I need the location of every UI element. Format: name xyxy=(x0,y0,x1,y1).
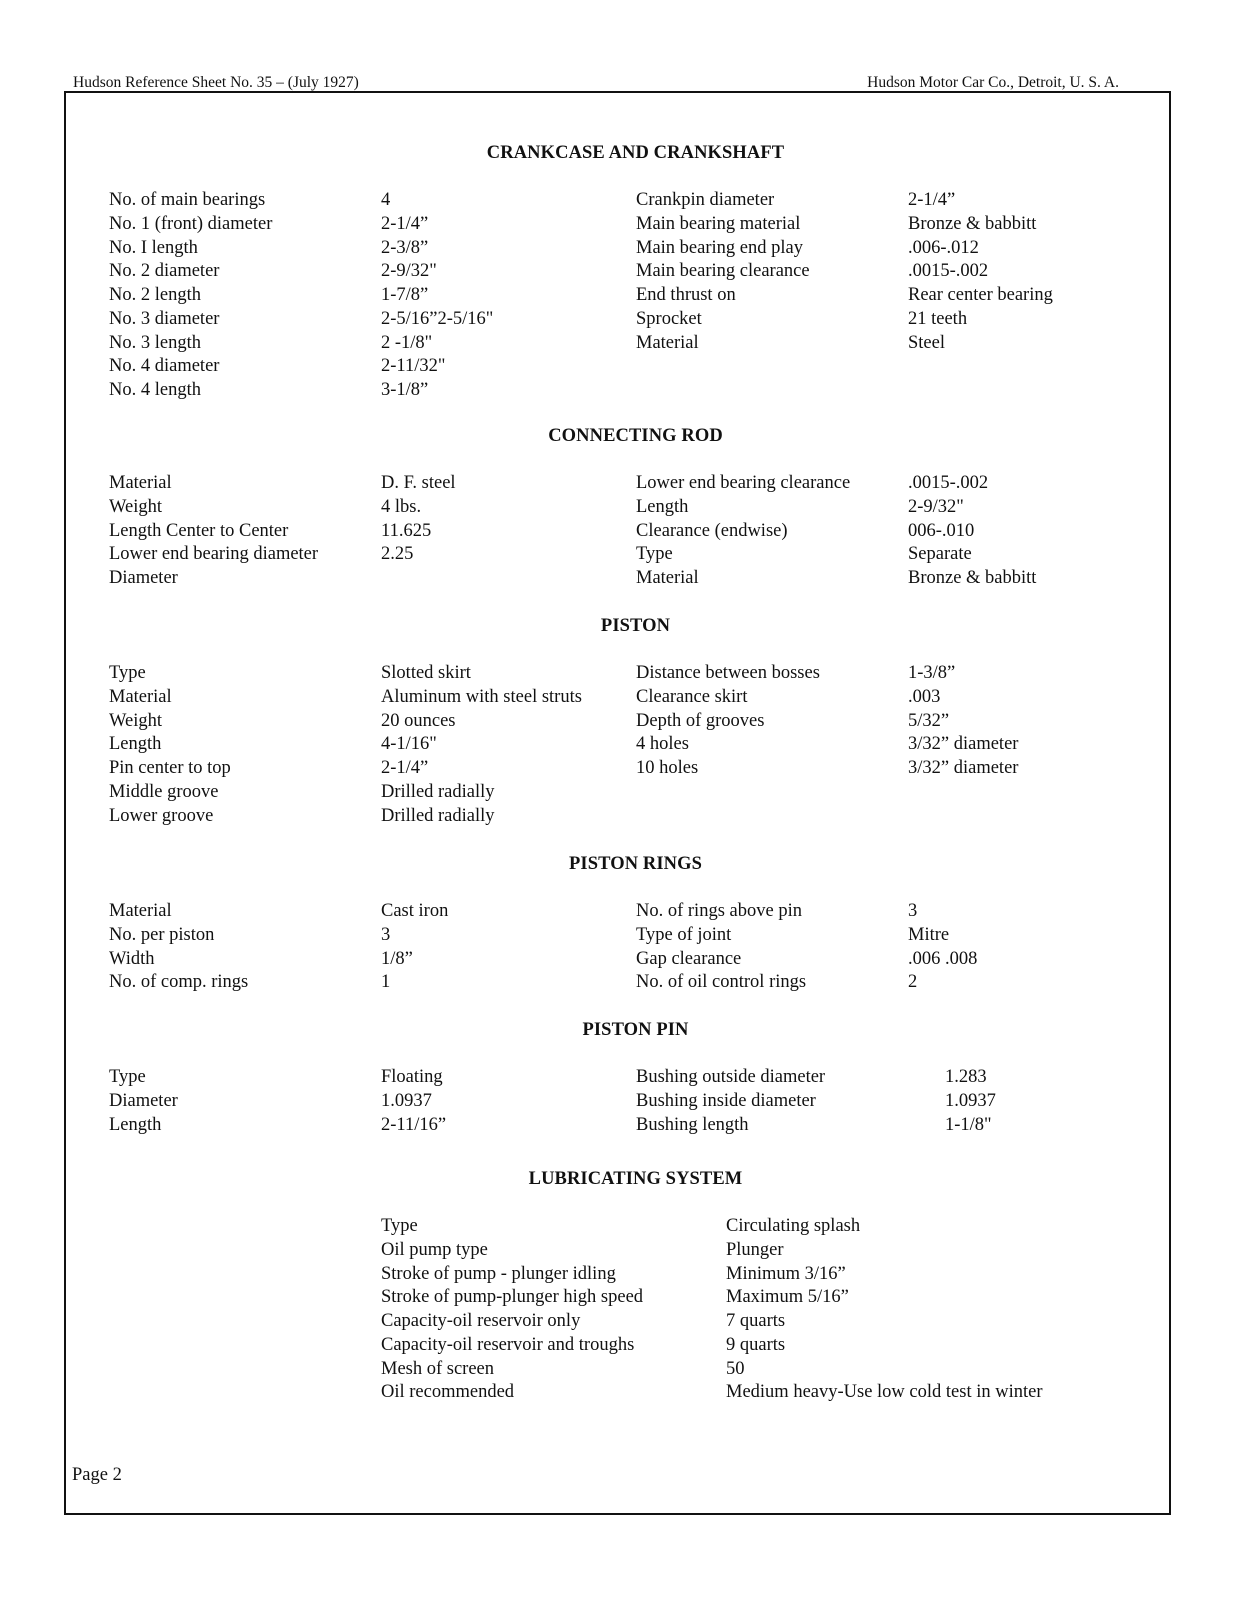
spec-value: 21 teeth xyxy=(908,308,968,329)
spec-value: 2-9/32" xyxy=(381,261,437,282)
spec-value: Cast iron xyxy=(381,901,449,921)
spec-label: Stroke of pump - plunger idling xyxy=(381,1263,616,1284)
spec-label: No. per piston xyxy=(109,924,215,945)
spec-row xyxy=(0,1216,1236,1240)
spec-value: 3/32” diameter xyxy=(908,734,1019,755)
spec-label: Length xyxy=(109,734,162,755)
spec-label: Middle groove xyxy=(109,781,219,802)
spec-label: Width xyxy=(109,948,155,969)
spec-row xyxy=(0,925,1236,949)
spec-label: No. 4 diameter xyxy=(109,356,220,377)
section-title: PISTON xyxy=(600,616,671,636)
spec-label: Diameter xyxy=(109,568,178,588)
spec-value: Maximum 5/16” xyxy=(726,1287,849,1308)
spec-row xyxy=(0,1115,1236,1139)
spec-value: 1.0937 xyxy=(945,1090,996,1111)
spec-row xyxy=(0,1335,1236,1359)
spec-value: 1-7/8” xyxy=(381,285,429,305)
spec-value: 20 ounces xyxy=(381,710,456,731)
spec-label: Type xyxy=(109,1067,146,1087)
spec-row xyxy=(0,782,1236,806)
spec-value: 3 xyxy=(381,924,391,945)
spec-label: Capacity-oil reservoir and troughs xyxy=(381,1334,635,1355)
spec-value: .006 .008 xyxy=(908,948,978,969)
spec-row xyxy=(0,285,1236,309)
spec-label: Oil recommended xyxy=(381,1382,515,1403)
spec-row xyxy=(0,663,1236,687)
spec-label: No. 2 diameter xyxy=(109,261,220,282)
spec-label: No. 1 (front) diameter xyxy=(109,213,273,234)
spec-value: Drilled radially xyxy=(381,781,495,802)
spec-label: Lower end bearing clearance xyxy=(636,473,851,493)
spec-value: Plunger xyxy=(726,1239,784,1260)
spec-value: 3 xyxy=(908,901,918,921)
spec-label: Capacity-oil reservoir only xyxy=(381,1311,581,1331)
spec-row xyxy=(0,949,1236,973)
spec-row xyxy=(0,1091,1236,1115)
spec-label: Mesh of screen xyxy=(381,1358,495,1379)
spec-label: Lower groove xyxy=(109,805,214,826)
spec-label: No. of oil control rings xyxy=(636,972,807,993)
spec-value: 2-5/16”2-5/16" xyxy=(381,308,494,329)
spec-label: Main bearing end play xyxy=(636,237,803,258)
spec-row xyxy=(0,356,1236,380)
spec-row xyxy=(0,214,1236,238)
spec-value: 2-11/32" xyxy=(381,356,446,377)
section-title: LUBRICATING SYSTEM xyxy=(528,1169,743,1189)
spec-label: Length xyxy=(636,496,689,517)
spec-label: No. 2 length xyxy=(109,285,201,305)
spec-value: Drilled radially xyxy=(381,805,495,826)
spec-value: 4 xyxy=(381,190,391,210)
header-right: Hudson Motor Car Co., Detroit, U. S. A. xyxy=(867,74,1119,91)
spec-value: Floating xyxy=(381,1067,443,1087)
spec-label: 4 holes xyxy=(636,734,689,755)
spec-label: Clearance skirt xyxy=(636,686,748,707)
spec-value: 7 quarts xyxy=(726,1311,786,1331)
spec-value: .003 xyxy=(908,686,941,707)
spec-label: No. 3 length xyxy=(109,332,201,353)
spec-row xyxy=(0,1382,1236,1406)
spec-label: Lower end bearing diameter xyxy=(109,544,319,565)
spec-value: D. F. steel xyxy=(381,473,456,493)
spec-row xyxy=(0,806,1236,830)
spec-row xyxy=(0,972,1236,996)
spec-label: Type of joint xyxy=(636,924,732,945)
spec-label: Weight xyxy=(109,496,162,517)
spec-value: Separate xyxy=(908,544,972,565)
spec-label: Main bearing material xyxy=(636,213,801,234)
spec-value: 1-1/8" xyxy=(945,1114,992,1135)
spec-row xyxy=(0,238,1236,262)
spec-value: .0015-.002 xyxy=(908,261,989,282)
spec-row xyxy=(0,1311,1236,1335)
spec-label: Bushing outside diameter xyxy=(636,1067,826,1087)
spec-label: Stroke of pump-plunger high speed xyxy=(381,1287,644,1308)
spec-label: Sprocket xyxy=(636,308,702,329)
spec-value: 1 xyxy=(381,972,391,993)
spec-value: 2-1/4” xyxy=(381,758,429,778)
spec-row xyxy=(0,544,1236,568)
spec-label: Gap clearance xyxy=(636,948,742,969)
spec-value: Minimum 3/16” xyxy=(726,1263,846,1284)
spec-row xyxy=(0,734,1236,758)
spec-value: 4-1/16" xyxy=(381,734,437,755)
spec-row xyxy=(0,711,1236,735)
spec-value: 2 -1/8" xyxy=(381,332,433,353)
spec-row xyxy=(0,309,1236,333)
spec-label: Material xyxy=(109,901,172,921)
spec-value: Steel xyxy=(908,332,945,353)
spec-row xyxy=(0,497,1236,521)
spec-label: No. I length xyxy=(109,237,198,258)
spec-row xyxy=(0,687,1236,711)
spec-label: Clearance (endwise) xyxy=(636,520,788,541)
spec-value: Bronze & babbitt xyxy=(908,213,1037,234)
section-title: PISTON PIN xyxy=(582,1020,689,1040)
spec-value: .0015-.002 xyxy=(908,473,989,493)
spec-label: No. 4 length xyxy=(109,380,201,400)
spec-row xyxy=(0,1359,1236,1383)
spec-label: No. of comp. rings xyxy=(109,972,249,993)
spec-row xyxy=(0,380,1236,404)
spec-value: Rear center bearing xyxy=(908,285,1053,305)
spec-value: 5/32” xyxy=(908,710,950,731)
spec-label: Material xyxy=(636,332,699,353)
spec-row xyxy=(0,758,1236,782)
spec-label: Oil pump type xyxy=(381,1239,488,1260)
spec-label: Type xyxy=(109,663,146,683)
page-number: Page 2 xyxy=(72,1465,122,1485)
spec-label: Bushing inside diameter xyxy=(636,1090,816,1111)
spec-row xyxy=(0,1287,1236,1311)
spec-value: 2-3/8” xyxy=(381,237,429,258)
spec-value: 1/8” xyxy=(381,948,413,969)
spec-value: 50 xyxy=(726,1358,745,1379)
spec-value: Medium heavy-Use low cold test in winter xyxy=(726,1382,1043,1403)
spec-value: 2-9/32" xyxy=(908,496,964,517)
spec-label: Weight xyxy=(109,710,162,731)
spec-value: 2-11/16” xyxy=(381,1114,447,1135)
section-title: CONNECTING ROD xyxy=(548,426,723,446)
spec-row xyxy=(0,1240,1236,1264)
spec-value: 3/32” diameter xyxy=(908,758,1019,778)
spec-value: 3-1/8” xyxy=(381,380,429,400)
spec-value: 006-.010 xyxy=(908,520,975,541)
spec-value: Aluminum with steel struts xyxy=(381,686,582,707)
spec-row xyxy=(0,190,1236,214)
spec-row xyxy=(0,1067,1236,1091)
spec-value: 2-1/4” xyxy=(381,213,429,234)
spec-row xyxy=(0,473,1236,497)
spec-label: Depth of grooves xyxy=(636,710,765,731)
spec-label: Crankpin diameter xyxy=(636,190,775,210)
section-title: PISTON RINGS xyxy=(569,854,702,874)
spec-label: Diameter xyxy=(109,1090,178,1111)
spec-value: 2.25 xyxy=(381,544,414,565)
spec-value: Slotted skirt xyxy=(381,663,471,683)
spec-row xyxy=(0,901,1236,925)
spec-value: .006-.012 xyxy=(908,237,979,258)
spec-row xyxy=(0,1264,1236,1288)
spec-value: Mitre xyxy=(908,924,950,945)
spec-label: Material xyxy=(636,568,699,588)
spec-label: Main bearing clearance xyxy=(636,261,810,282)
spec-label: 10 holes xyxy=(636,758,699,778)
spec-label: Type xyxy=(636,544,673,565)
spec-label: Material xyxy=(109,473,172,493)
spec-label: No. of rings above pin xyxy=(636,901,802,921)
spec-label: Length Center to Center xyxy=(109,520,289,541)
spec-label: Pin center to top xyxy=(109,758,231,778)
spec-label: No. of main bearings xyxy=(109,190,266,210)
spec-label: Type xyxy=(381,1216,418,1236)
spec-label: Distance between bosses xyxy=(636,663,820,683)
spec-label: End thrust on xyxy=(636,285,736,305)
spec-value: 2 xyxy=(908,972,918,993)
spec-value: 1.0937 xyxy=(381,1090,432,1111)
spec-value: 2-1/4” xyxy=(908,190,956,210)
header-left: Hudson Reference Sheet No. 35 – (July 1927) xyxy=(73,74,359,91)
spec-row xyxy=(0,568,1236,592)
spec-label: Material xyxy=(109,686,172,707)
spec-value: 11.625 xyxy=(381,520,432,541)
spec-label: Length xyxy=(109,1114,162,1135)
spec-label: No. 3 diameter xyxy=(109,308,220,329)
spec-row xyxy=(0,333,1236,357)
spec-value: 1.283 xyxy=(945,1067,987,1087)
spec-row xyxy=(0,521,1236,545)
spec-value: 1-3/8” xyxy=(908,663,956,683)
spec-label: Bushing length xyxy=(636,1114,749,1135)
spec-row xyxy=(0,261,1236,285)
spec-value: Circulating splash xyxy=(726,1216,861,1236)
spec-value: 9 quarts xyxy=(726,1334,786,1355)
section-title: CRANKCASE AND CRANKSHAFT xyxy=(486,143,785,163)
spec-value: Bronze & babbitt xyxy=(908,568,1037,588)
spec-value: 4 lbs. xyxy=(381,496,422,517)
